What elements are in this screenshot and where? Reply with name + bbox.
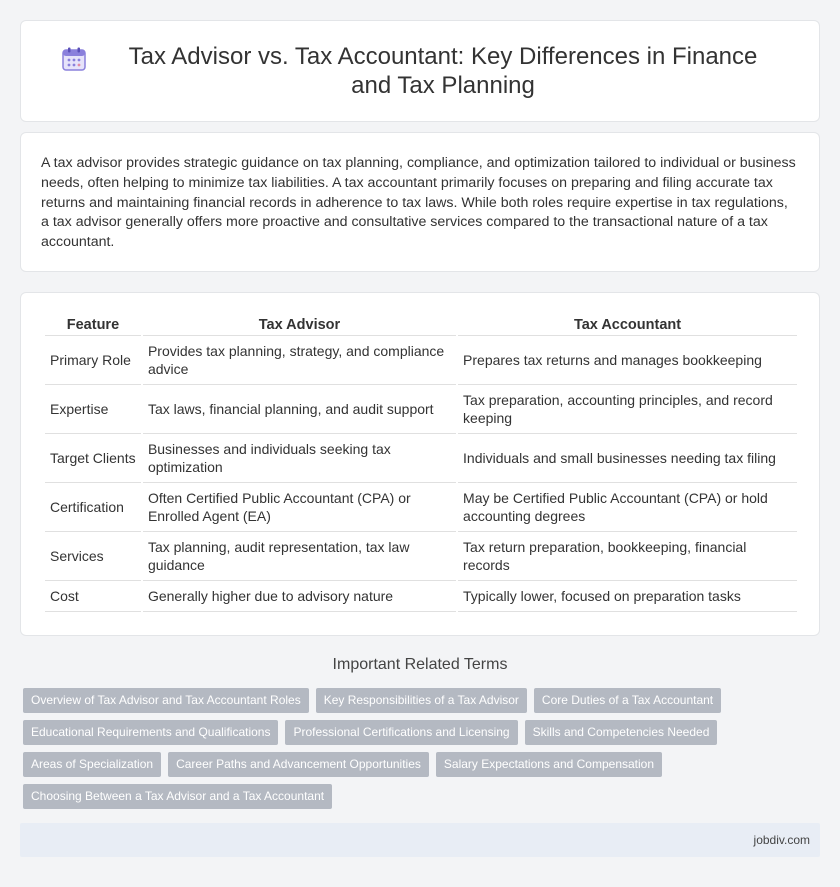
feature-cell: Certification (45, 483, 141, 532)
tag-choosing[interactable]: Choosing Between a Tax Advisor and a Tax Accountant (23, 784, 332, 809)
tax-accountant-cell: Individuals and small businesses needing tax filing (458, 434, 797, 483)
related-terms-tags (23, 688, 823, 816)
table-row (45, 532, 797, 581)
feature-cell: Target Clients (45, 434, 141, 483)
feature-cell: Services (45, 532, 141, 581)
intro-paragraph: A tax advisor provides strategic guidance on tax planning, compliance, and optimization tailored to individual or business needs, often helping to minimize tax liabilities. A tax accountant primarily focuses on preparing and filing accurate tax returns and maintaining financial records in adherence to tax laws. While both roles require expertise in tax regulations, a tax advisor generally offers more proactive and consultative services compared to the transactional nature of a tax accountant. (41, 155, 796, 251)
feature-cell: Primary Role (45, 336, 141, 385)
tax-accountant-cell: Tax return preparation, bookkeeping, financial records (458, 532, 797, 581)
related-terms-title: Important Related Terms (332, 656, 508, 673)
tax-advisor-cell: Generally higher due to advisory nature (143, 581, 456, 612)
comparison-card (20, 292, 820, 636)
tag-key-responsibilities[interactable]: Key Responsibilities of a Tax Advisor (316, 688, 527, 713)
header-card (20, 20, 820, 122)
footer (20, 823, 820, 857)
header-tax-advisor: Tax Advisor (143, 312, 456, 336)
tax-accountant-cell: Tax preparation, accounting principles, and record keeping (458, 385, 797, 434)
tag-row (23, 688, 823, 713)
table-header-row (45, 312, 797, 336)
calendar-icon (61, 46, 87, 72)
feature-cell: Cost (45, 581, 141, 612)
tax-accountant-cell: May be Certified Public Accountant (CPA) or hold accounting degrees (458, 483, 797, 532)
tag-row (23, 784, 823, 809)
table-row (45, 581, 797, 612)
tag-row (23, 752, 823, 777)
tag-skills[interactable]: Skills and Competencies Needed (525, 720, 718, 745)
tag-education[interactable]: Educational Requirements and Qualifications (23, 720, 278, 745)
feature-cell: Expertise (45, 385, 141, 434)
table-row (45, 434, 797, 483)
tag-row (23, 720, 823, 745)
header-tax-accountant: Tax Accountant (458, 312, 797, 336)
tag-specialization[interactable]: Areas of Specialization (23, 752, 161, 777)
tag-core-duties[interactable]: Core Duties of a Tax Accountant (534, 688, 721, 713)
tax-advisor-cell: Often Certified Public Accountant (CPA) or Enrolled Agent (EA) (143, 483, 456, 532)
tax-accountant-cell: Prepares tax returns and manages bookkeeping (458, 336, 797, 385)
table-row (45, 336, 797, 385)
table-row (45, 385, 797, 434)
tag-career-paths[interactable]: Career Paths and Advancement Opportunities (168, 752, 429, 777)
table-row (45, 483, 797, 532)
tag-certifications[interactable]: Professional Certifications and Licensing (285, 720, 517, 745)
tax-advisor-cell: Tax laws, financial planning, and audit support (143, 385, 456, 434)
page-title: Tax Advisor vs. Tax Accountant: Key Differences in Finance and Tax Planning (128, 43, 758, 99)
tax-advisor-cell: Provides tax planning, strategy, and compliance advice (143, 336, 456, 385)
intro-card (20, 132, 820, 272)
tax-advisor-cell: Tax planning, audit representation, tax law guidance (143, 532, 456, 581)
header-feature: Feature (45, 312, 141, 336)
tax-accountant-cell: Typically lower, focused on preparation tasks (458, 581, 797, 612)
tag-overview[interactable]: Overview of Tax Advisor and Tax Accountant Roles (23, 688, 309, 713)
footer-site-link[interactable]: jobdiv.com (753, 833, 810, 847)
tax-advisor-cell: Businesses and individuals seeking tax optimization (143, 434, 456, 483)
tag-salary[interactable]: Salary Expectations and Compensation (436, 752, 662, 777)
header (61, 42, 779, 100)
comparison-table (43, 312, 799, 612)
